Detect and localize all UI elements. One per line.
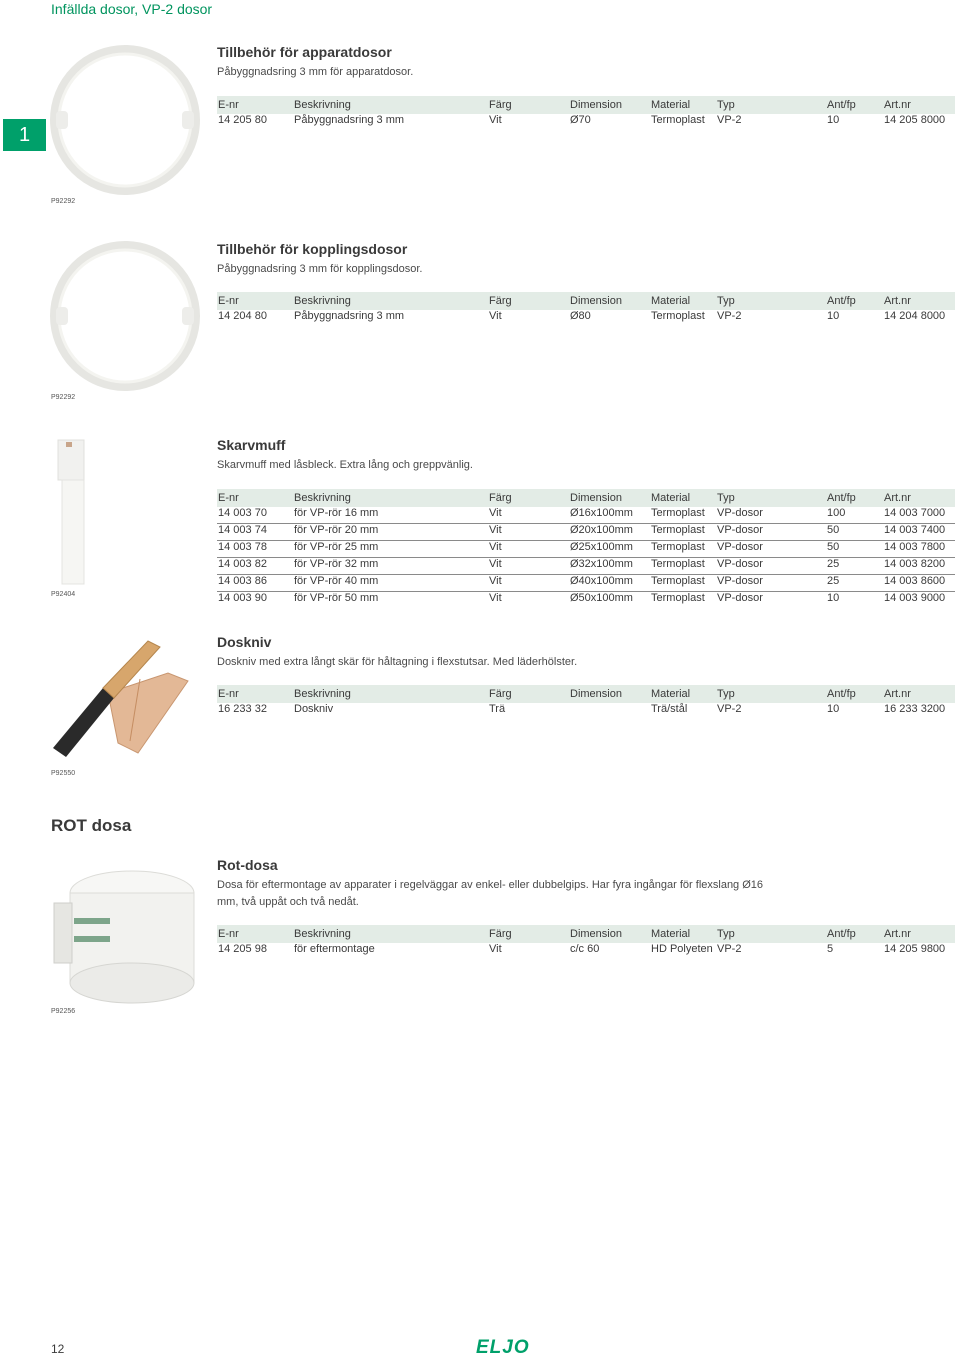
table-cell: Termoplast (650, 524, 716, 541)
table-cell: Vit (488, 558, 569, 575)
column-header: E-nr (217, 489, 293, 507)
table-cell: Termoplast (650, 541, 716, 558)
table-cell: för VP-rör 32 mm (293, 558, 488, 575)
column-header: Typ (716, 96, 826, 114)
column-header: Material (650, 925, 716, 943)
image-code-1: P92292 (51, 198, 76, 205)
image-code-2: P92292 (51, 394, 76, 401)
table-row (217, 943, 955, 959)
table-row (217, 575, 955, 592)
image-code-4: P92550 (51, 770, 76, 777)
column-header: Beskrivning (293, 925, 488, 943)
column-header: Dimension (569, 96, 650, 114)
table-row (217, 310, 955, 326)
table-row (217, 558, 955, 575)
column-header: Dimension (569, 489, 650, 507)
table-cell: 25 (826, 558, 883, 575)
table-cell: för VP-rör 20 mm (293, 524, 488, 541)
table-cell: Trä (489, 703, 506, 715)
table-cell: för VP-rör 50 mm (294, 592, 379, 604)
table-cell: VP-dosor (716, 507, 826, 524)
table-cell: Termoplast (651, 592, 705, 604)
table-header-row (217, 685, 955, 703)
table-cell: 14 003 7800 (883, 541, 955, 558)
table-cell: VP-dosor (716, 558, 826, 575)
table-cell: VP-dosor (716, 575, 826, 592)
section-title: Rot-dosa (217, 857, 278, 873)
spec-table (217, 96, 955, 130)
table-cell: 10 (827, 592, 840, 604)
table-cell: Vit (488, 507, 569, 524)
table-cell: VP-2 (717, 703, 742, 715)
section-desc: Doskniv med extra långt skär för håltagning i flexstutsar. Med läderhölster. (217, 656, 578, 668)
sleeve-image (52, 438, 92, 588)
table-header-row (217, 489, 955, 507)
table-cell: Ø32x100mm (569, 558, 650, 575)
column-header: Art.nr (883, 96, 955, 114)
table-cell: VP-2 (717, 114, 742, 126)
column-header: Dimension (569, 925, 650, 943)
column-header: Färg (488, 292, 569, 310)
table-cell: Ø80 (570, 310, 591, 322)
column-header: Material (650, 292, 716, 310)
table-cell: Ø25x100mm (569, 541, 650, 558)
rot-heading: ROT dosa (51, 816, 132, 835)
ring-image-1 (48, 45, 203, 195)
spec-table (217, 489, 955, 608)
image-code-3: P92404 (51, 591, 76, 598)
table-cell: 14 003 74 (217, 524, 293, 541)
table-header-row (217, 292, 955, 310)
column-header: E-nr (217, 96, 293, 114)
section-doskniv (217, 634, 955, 715)
table-cell: 50 (826, 524, 883, 541)
table-row (217, 703, 955, 719)
column-header: Material (650, 96, 716, 114)
table-cell: VP-2 (717, 310, 742, 322)
column-header: Art.nr (883, 925, 955, 943)
table-cell: 14 003 82 (217, 558, 293, 575)
column-header: Färg (488, 925, 569, 943)
table-row (217, 541, 955, 558)
table-header-row (217, 925, 955, 943)
section-title: Tillbehör för kopplingsdosor (217, 241, 408, 257)
column-header: Beskrivning (293, 292, 488, 310)
table-cell: 16 233 32 (218, 703, 267, 715)
column-header: Art.nr (883, 489, 955, 507)
section-title: Doskniv (217, 634, 272, 650)
table-cell: Ø20x100mm (569, 524, 650, 541)
rot-box-image (50, 858, 200, 1008)
column-header: E-nr (217, 292, 293, 310)
table-cell: 14 003 90 (218, 592, 267, 604)
table-cell: 16 233 3200 (884, 703, 946, 715)
section-rot-dosa (217, 857, 955, 955)
table-cell: Påbyggnadsring 3 mm (294, 310, 405, 322)
table-cell: Vit (489, 114, 502, 126)
column-header: Art.nr (883, 685, 955, 703)
table-cell: Doskniv (294, 703, 334, 715)
column-header: Dimension (569, 292, 650, 310)
section-title: Skarvmuff (217, 437, 286, 453)
table-row (217, 114, 955, 130)
column-header: Material (650, 489, 716, 507)
section-title: Tillbehör för apparatdosor (217, 44, 392, 60)
table-cell: c/c 60 (570, 943, 600, 955)
section-desc: Påbyggnadsring 3 mm för apparatdosor. (217, 66, 414, 78)
table-cell: 25 (826, 575, 883, 592)
section-desc: Dosa för eftermontage av apparater i regelväggar av enkel- eller dubbelgips. Har fyra ingångar för flexslang Ø16 mm, två uppåt och två nedåt. (217, 879, 764, 908)
table-cell: Vit (489, 943, 502, 955)
column-header: Beskrivning (293, 96, 488, 114)
column-header: Beskrivning (293, 685, 488, 703)
table-cell (569, 703, 650, 719)
column-header: Färg (488, 96, 569, 114)
table-cell: 14 003 7000 (883, 507, 955, 524)
column-header: Ant/fp (826, 96, 883, 114)
table-cell: för VP-rör 40 mm (293, 575, 488, 592)
column-header: Art.nr (883, 292, 955, 310)
section-kopplingsdosor (217, 241, 955, 322)
column-header: Typ (716, 925, 826, 943)
table-cell: 10 (827, 310, 840, 322)
table-cell: Ø40x100mm (569, 575, 650, 592)
column-header: Ant/fp (826, 489, 883, 507)
table-cell: Vit (488, 541, 569, 558)
table-cell: Termoplast (651, 310, 705, 322)
table-cell: Trä/stål (651, 703, 688, 715)
table-cell: 14 003 7400 (883, 524, 955, 541)
table-row (217, 592, 955, 609)
column-header: Ant/fp (826, 685, 883, 703)
table-cell: 14 003 70 (217, 507, 293, 524)
table-cell: för VP-rör 16 mm (293, 507, 488, 524)
table-row (217, 507, 955, 524)
table-cell: Vit (489, 310, 502, 322)
table-cell: 5 (827, 943, 834, 955)
table-cell: 10 (827, 703, 840, 715)
section-apparatdosor (217, 44, 955, 126)
column-header: Färg (488, 685, 569, 703)
table-cell: Ø70 (570, 114, 591, 126)
table-cell: Termoplast (651, 114, 705, 126)
table-cell: 14 204 8000 (884, 310, 946, 322)
chapter-tab: 1 (3, 119, 46, 151)
table-cell: 14 204 80 (218, 310, 267, 322)
spec-table (217, 292, 955, 326)
column-header: Material (650, 685, 716, 703)
table-header-row (217, 96, 955, 114)
knife-image (48, 633, 198, 763)
table-cell: för eftermontage (294, 943, 375, 955)
table-cell: 14 003 9000 (884, 592, 946, 604)
table-cell: Termoplast (650, 575, 716, 592)
column-header: E-nr (217, 685, 293, 703)
page-number: 12 (51, 1342, 65, 1356)
section-desc: Skarvmuff med låsbleck. Extra lång och greppvänlig. (217, 459, 473, 471)
column-header: Typ (716, 685, 826, 703)
table-cell: 50 (826, 541, 883, 558)
table-cell: HD Polyeten (651, 943, 713, 955)
table-cell: 14 003 8600 (883, 575, 955, 592)
table-cell: 100 (826, 507, 883, 524)
table-cell: 14 205 8000 (884, 114, 946, 126)
column-header: Ant/fp (826, 925, 883, 943)
spec-table (217, 925, 955, 959)
column-header: Dimension (569, 685, 650, 703)
table-cell: Vit (489, 592, 502, 604)
table-cell: 10 (827, 114, 840, 126)
table-cell: Påbyggnadsring 3 mm (294, 114, 405, 126)
spec-table (217, 685, 955, 719)
table-cell: Ø16x100mm (569, 507, 650, 524)
table-cell: Ø50x100mm (570, 592, 633, 604)
table-cell: Termoplast (650, 507, 716, 524)
column-header: Typ (716, 489, 826, 507)
table-cell: Vit (488, 575, 569, 592)
section-skarvmuff (217, 437, 955, 604)
table-cell: 14 003 8200 (883, 558, 955, 575)
table-cell: 14 003 86 (217, 575, 293, 592)
column-header: Typ (716, 292, 826, 310)
table-cell: 14 205 80 (218, 114, 267, 126)
table-cell: VP-2 (717, 943, 742, 955)
table-cell: VP-dosor (716, 541, 826, 558)
table-cell: 14 205 98 (218, 943, 267, 955)
table-cell: VP-dosor (716, 524, 826, 541)
ring-image-2 (48, 241, 203, 391)
table-cell: VP-dosor (717, 592, 763, 604)
column-header: Ant/fp (826, 292, 883, 310)
column-header: Beskrivning (293, 489, 488, 507)
column-header: Färg (488, 489, 569, 507)
table-row (217, 524, 955, 541)
table-cell: 14 205 9800 (884, 943, 946, 955)
section-desc: Påbyggnadsring 3 mm för kopplingsdosor. (217, 263, 423, 275)
table-cell: Vit (488, 524, 569, 541)
page-header-title: Infällda dosor, VP-2 dosor (51, 1, 213, 17)
image-code-5: P92256 (51, 1008, 76, 1015)
table-cell: för VP-rör 25 mm (293, 541, 488, 558)
table-cell: 14 003 78 (217, 541, 293, 558)
table-cell: Termoplast (650, 558, 716, 575)
brand-logo: ELJO (476, 1337, 530, 1358)
column-header: E-nr (217, 925, 293, 943)
